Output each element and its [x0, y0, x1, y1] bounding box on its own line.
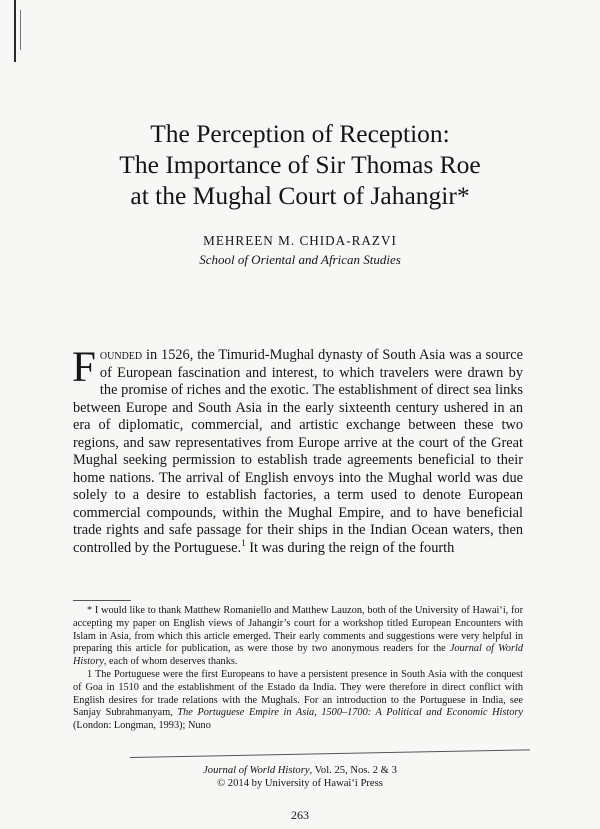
footnote-star-text: * I would like to thank Matthew Romaniello and Matthew Lauzon, both of the University of Hawai‘i, for accepting my paper on English views of Jahangir’s court for a workshop titled European Encounters with Islam in Asia, from which this article emerged. Their early comments and suggestions were very helpful in preparing this article for publication, as were those by two anonymous readers for the	[73, 605, 523, 655]
footer-rule	[130, 749, 530, 758]
author-affiliation: School of Oriental and African Studies	[199, 252, 401, 267]
copyright-line: © 2014 by University of Hawai‘i Press	[217, 778, 383, 789]
page-number: 263	[291, 808, 309, 822]
journal-name: Journal of World History	[203, 765, 310, 776]
footnote-1-end: (London: Longman, 1993); Nuno	[73, 720, 211, 732]
scan-edge-mark-faint	[20, 10, 21, 50]
body-text-end: It was during the reign of the fourth	[245, 539, 455, 556]
footnote-1-book-title: The Portuguese Empire in Asia, 1500–1700: A Political and Economic History	[177, 707, 524, 719]
footnote-rule	[73, 600, 131, 601]
footnote-star-end: , each of whom deserves thanks.	[103, 656, 238, 668]
drop-cap: F	[72, 344, 96, 391]
title-line-1: The Perception of Reception:	[150, 119, 450, 148]
title-line-2: The Importance of Sir Thomas Roe	[119, 150, 481, 179]
footnote-star-journal: Journal of World History	[73, 643, 523, 668]
title-line-3: at the Mughal Court of Jahangir*	[130, 181, 470, 210]
body-text	[72, 344, 523, 557]
footnote-1	[73, 669, 523, 733]
scan-edge-mark	[14, 0, 16, 62]
journal-volume: , Vol. 25, Nos. 2 & 3	[309, 765, 397, 776]
body-paragraph	[72, 344, 523, 557]
footnotes	[73, 605, 523, 733]
journal-footer	[0, 764, 600, 790]
body-text-main: in 1526, the Timurid-Mughal dynasty of South Asia was a source of European fascination and interest, to which travelers were drawn by the promise of riches and the exotic. The establishment of direct sea links between Europe and South Asia in the early sixteenth century ushered in an era of diplomatic, commercial, and artistic exchange between these two regions, and saw representatives from Europe arrive at the court of the Great Mughal seeking permission to establish trade agreements beneficial to their home nations. The arrival of English envoys into the Mughal world was due solely to a desire to establish factories, a term used to denote European commercial compounds, within the Mughal Empire, and to have beneficial trade rights and safe passage for their ships in the Indian Ocean waters, then controlled by the Portuguese.	[73, 347, 523, 556]
footnote-1-text: 1 The Portuguese were the first Europeans to have a persistent presence in South Asia with the conquest of Goa in 1510 and the establishment of the Estado da India. They were therefore in direct conflict with English desires for trade relations with the Mughals. For an introduction to the Portuguese in India, see Sanjay Subrahmanyam,	[73, 668, 523, 719]
footnote-marker[interactable]: 1	[241, 537, 246, 548]
journal-citation	[0, 764, 600, 777]
footnote-star	[73, 605, 523, 669]
author-name: MEHREEN M. CHIDA-RAZVI	[203, 233, 397, 248]
article-title	[0, 118, 600, 211]
lead-small-caps: ounded	[99, 347, 143, 363]
